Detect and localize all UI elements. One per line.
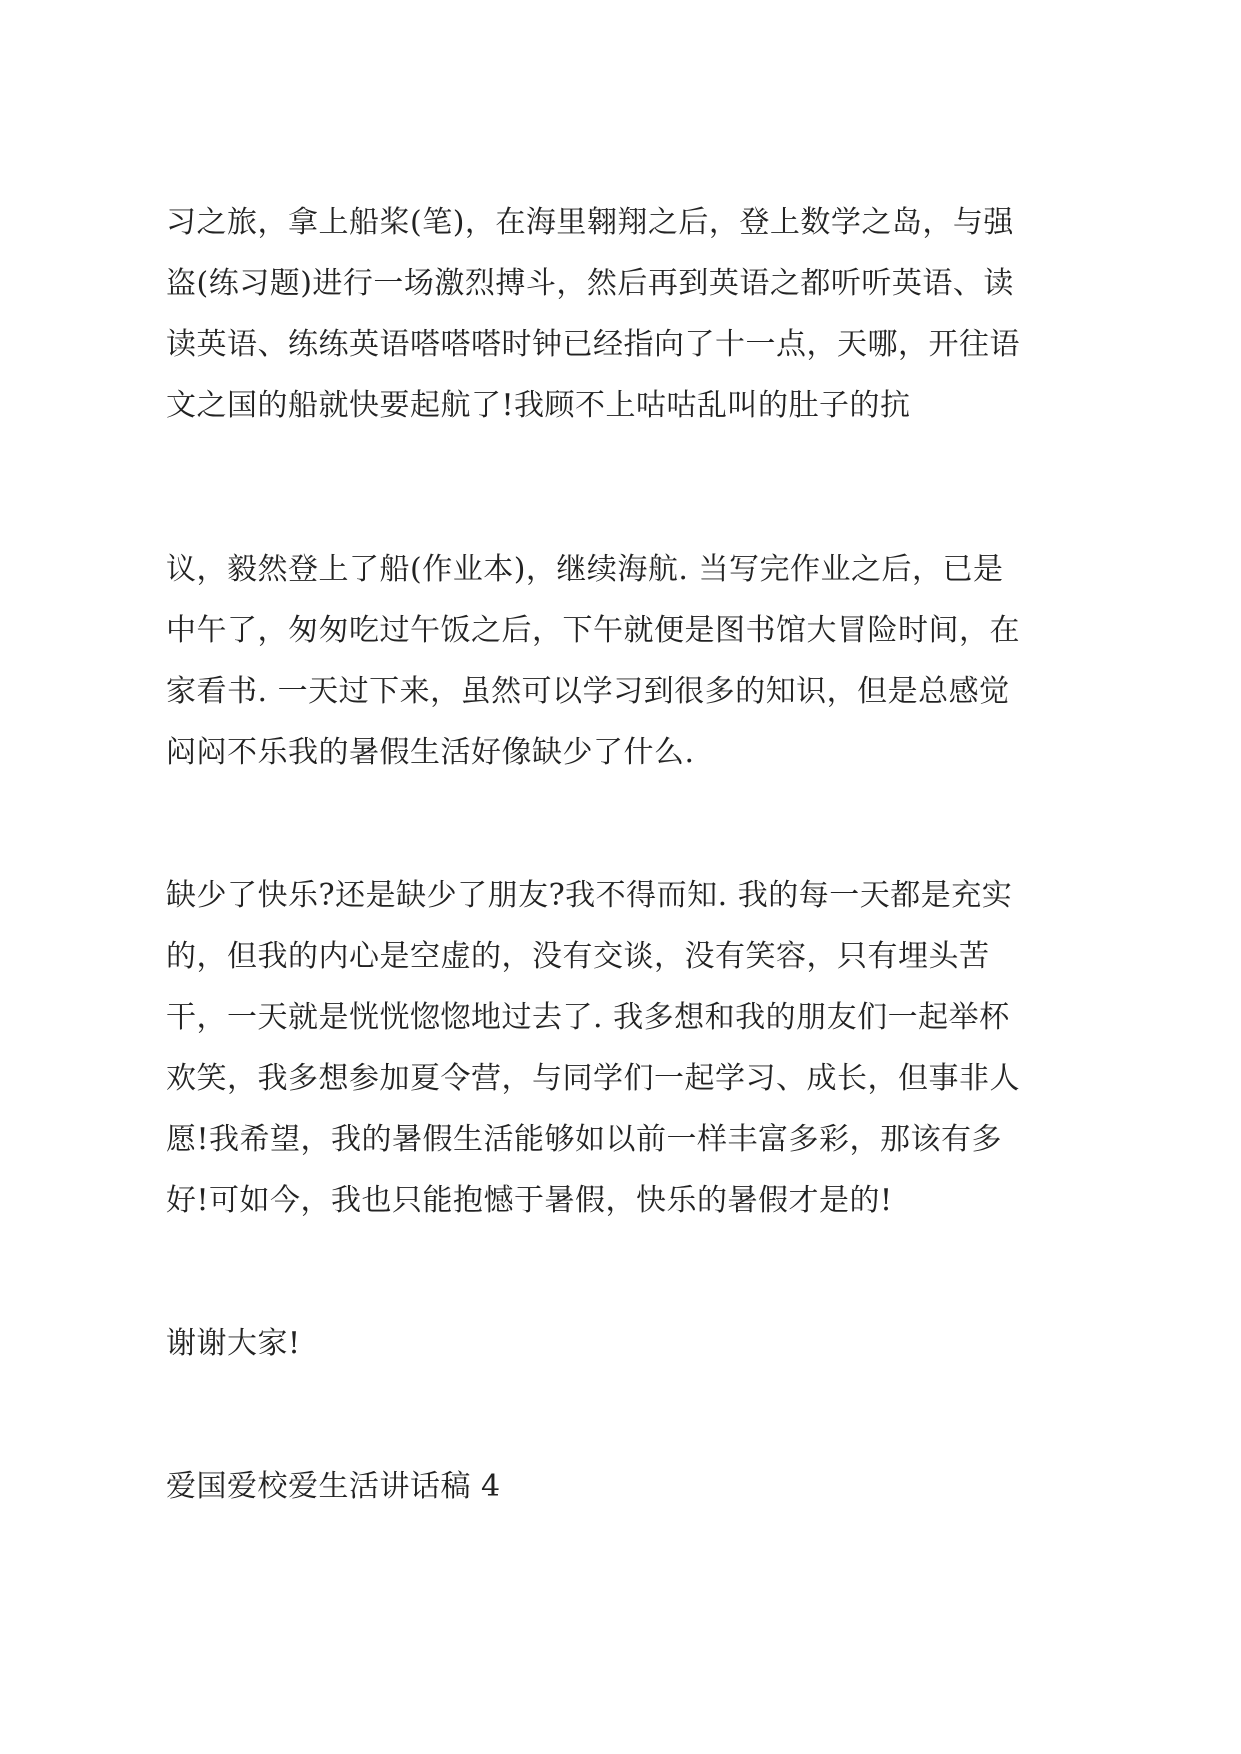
paragraph-3-line-6: 好!可如今，我也只能抱憾于暑假，快乐的暑假才是的! [166,1183,893,1218]
paragraph-3-line-1: 缺少了快乐?还是缺少了朋友?我不得而知. 我的每一天都是充实 [166,878,1013,913]
paragraph-1-line-4: 文之国的船就快要起航了!我顾不上咕咕乱叫的肚子的抗 [166,388,911,423]
paragraph-1-line-3: 读英语、练练英语嗒嗒嗒时钟已经指向了十一点，天哪，开往语 [166,327,1020,362]
paragraph-3-line-2: 的，但我的内心是空虚的，没有交谈，没有笑容，只有埋头苦 [166,939,990,974]
paragraph-3-line-3: 干，一天就是恍恍惚惚地过去了. 我多想和我的朋友们一起举杯 [166,1000,1010,1035]
paragraph-2-line-4: 闷闷不乐我的暑假生活好像缺少了什么. [166,735,695,770]
paragraph-3-line-4: 欢笑，我多想参加夏令营，与同学们一起学习、成长，但事非人 [166,1061,1020,1096]
paragraph-3-line-5: 愿!我希望，我的暑假生活能够如以前一样丰富多彩，那该有多 [166,1122,1003,1157]
closing-line: 谢谢大家! [166,1326,301,1361]
paragraph-1-line-1: 习之旅，拿上船桨(笔)，在海里翱翔之后，登上数学之岛，与强 [166,205,1014,240]
paragraph-2-line-1: 议，毅然登上了船(作业本)，继续海航. 当写完作业之后，已是 [166,552,1004,587]
paragraph-2-line-3: 家看书. 一天过下来，虽然可以学习到很多的知识，但是总感觉 [166,674,1010,709]
section-heading: 爱国爱校爱生活讲话稿 4 [166,1469,501,1504]
paragraph-2-line-2: 中午了，匆匆吃过午饭之后，下午就便是图书馆大冒险时间，在 [166,613,1020,648]
paragraph-1-line-2: 盗(练习题)进行一场激烈搏斗，然后再到英语之都听听英语、读 [166,266,1014,301]
